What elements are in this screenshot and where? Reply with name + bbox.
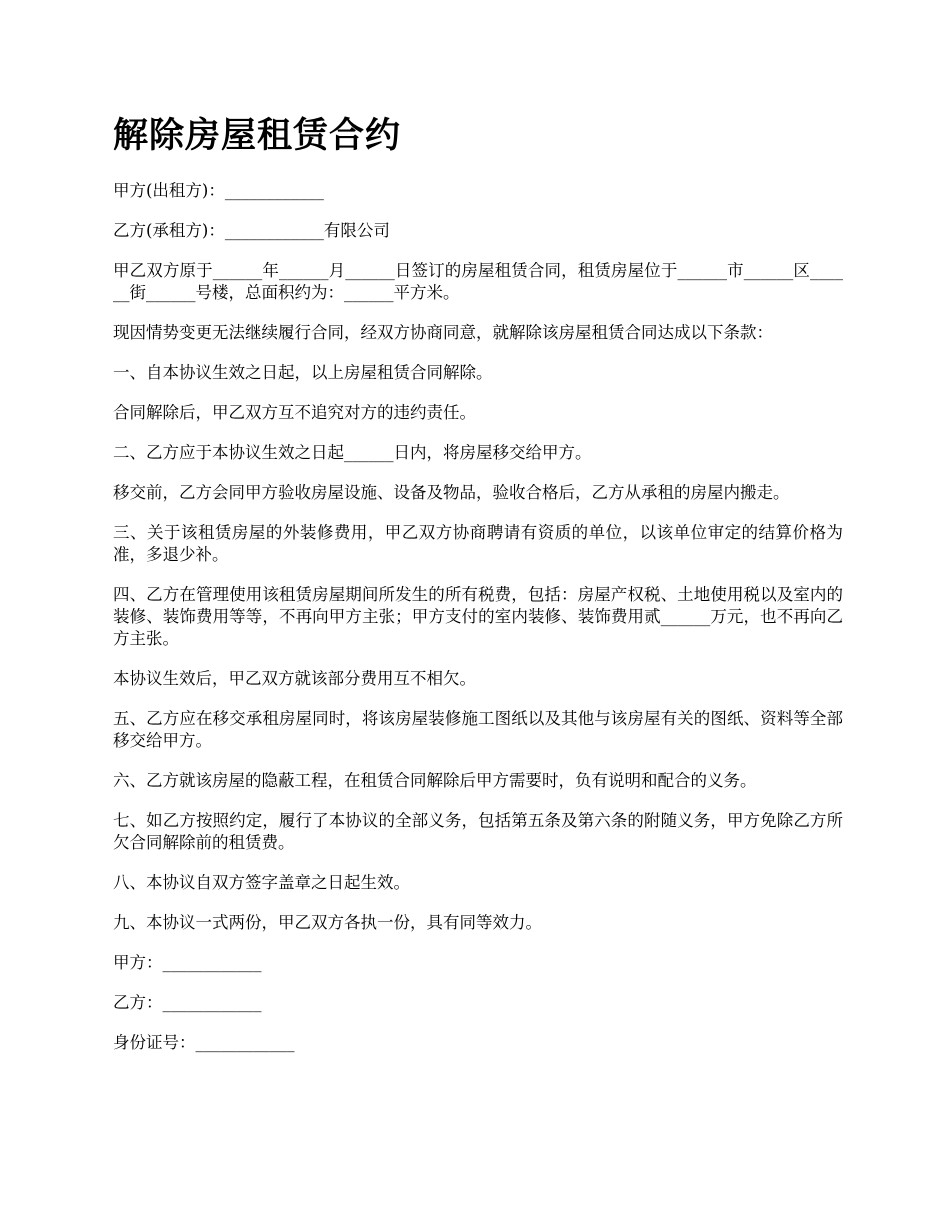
clause-1: 一、自本协议生效之日起，以上房屋租赁合同解除。 [113,363,493,382]
clause-4-note: 本协议生效后，甲乙双方就该部分费用互不相欠。 [113,669,476,688]
clause-2: 二、乙方应于本协议生效之日起______日内，将房屋移交给甲方。 [113,443,592,462]
original-contract-info: 甲乙双方原于______年______月______日签订的房屋租赁合同，租赁房屋位于______市______区______街______号楼，总面积约为：______平方米。 [113,261,843,302]
clause-7: 七、如乙方按照约定，履行了本协议的全部义务，包括第五条及第六条的附随义务，甲方免除乙方所欠合同解除前的租赁费。 [113,811,843,852]
clause-8: 八、本协议自双方签字盖章之日起生效。 [113,873,410,892]
clause-9: 九、本协议一式两份，甲乙双方各执一份，具有同等效力。 [113,913,542,932]
signature-party-b: 乙方：____________ [113,993,262,1012]
clause-6: 六、乙方就该房屋的隐蔽工程，在租赁合同解除后甲方需要时，负有说明和配合的义务。 [113,771,757,790]
document-page [113,110,843,1072]
signature-party-a: 甲方：____________ [113,953,262,972]
party-a-lessor: 甲方(出租方)：____________ [113,181,324,200]
clause-5: 五、乙方应在移交承租房屋同时，将该房屋装修施工图纸以及其他与该房屋有关的图纸、资料等全部移交给甲方。 [113,709,843,750]
preamble: 现因情势变更无法继续履行合同，经双方协商同意，就解除该房屋租赁合同达成以下条款： [113,323,773,342]
id-number: 身份证号：____________ [113,1033,295,1052]
clause-1-note: 合同解除后，甲乙双方互不追究对方的违约责任。 [113,403,476,422]
clause-3: 三、关于该租赁房屋的外装修费用，甲乙双方协商聘请有资质的单位，以该单位审定的结算价格为准，多退少补。 [113,523,843,564]
document-title: 解除房屋租赁合约 [113,116,402,156]
party-b-lessee: 乙方(承租方)：____________有限公司 [113,221,390,240]
clause-4: 四、乙方在管理使用该租赁房屋期间所发生的所有税费，包括：房屋产权税、土地使用税以及室内的装修、装饰费用等等，不再向甲方主张；甲方支付的室内装修、装饰费用贰______万元，也不再向乙方主张。 [113,585,843,648]
clause-2-note: 移交前，乙方会同甲方验收房屋设施、设备及物品，验收合格后，乙方从承租的房屋内搬走。 [113,483,790,502]
